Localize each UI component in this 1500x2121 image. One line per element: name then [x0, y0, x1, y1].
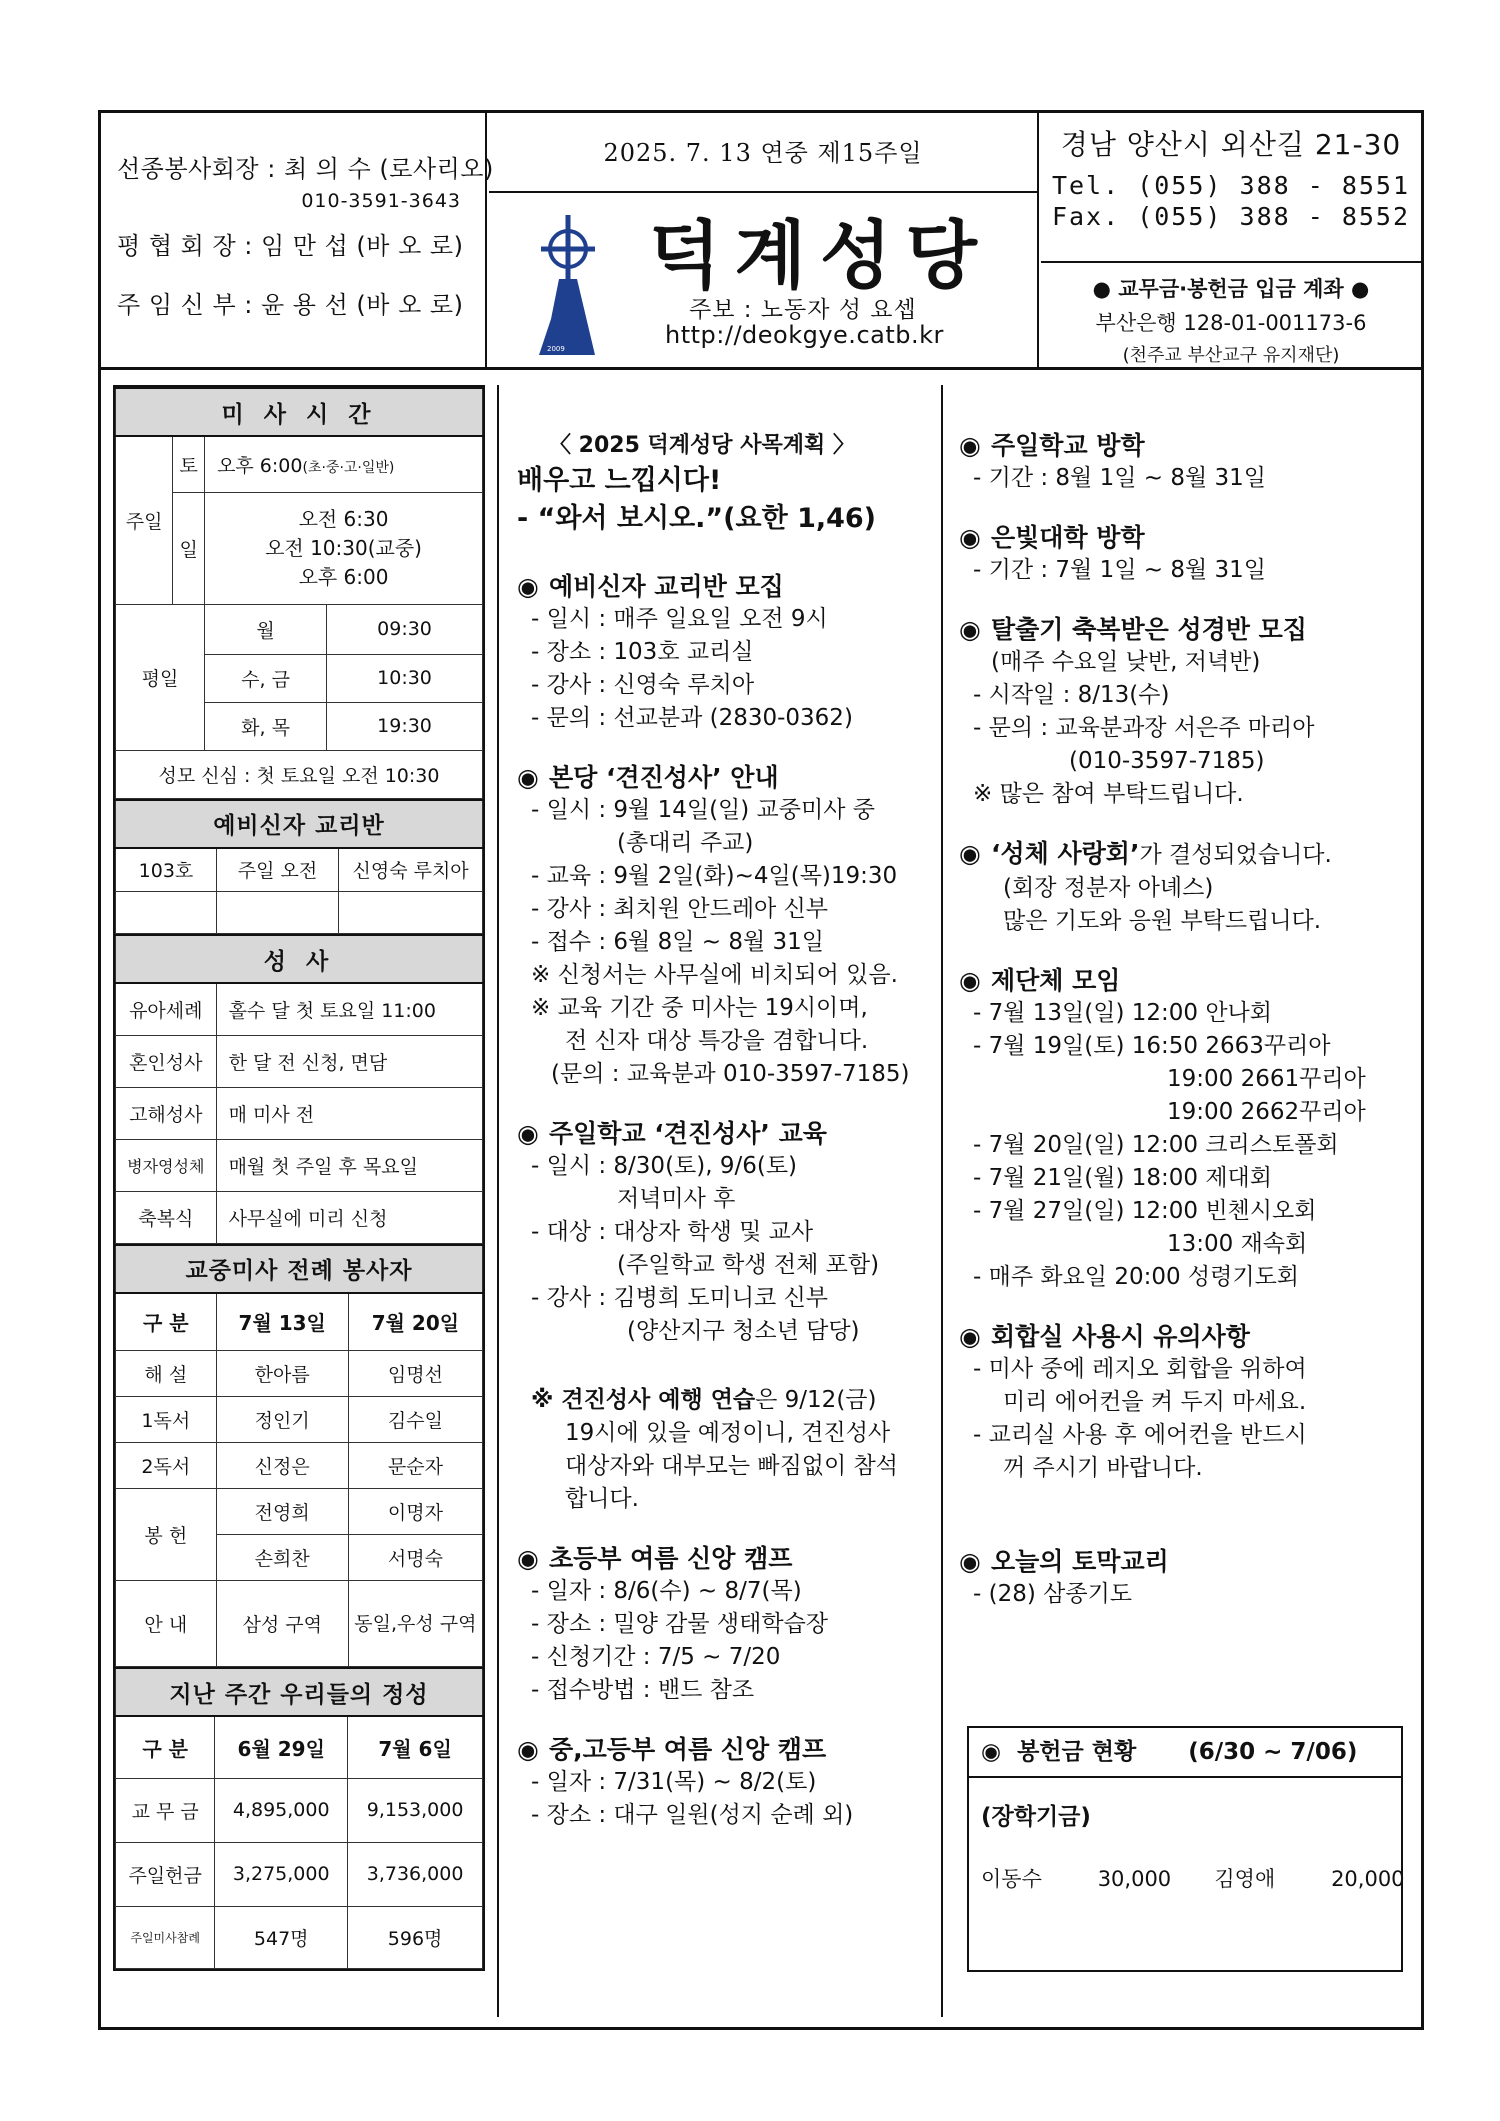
account-title: ● 교무금·봉헌금 입금 계좌 ● — [1092, 277, 1370, 301]
weekday-time: 19:30 — [327, 702, 483, 750]
server-name: 정인기 — [216, 1397, 348, 1443]
server-name: 삼성 구역 — [216, 1581, 348, 1667]
section-title: ◉ 오늘의 토막교리 — [959, 1547, 1169, 1576]
saturday-mass: 오후 6:00(초·중·고·일반) — [205, 436, 483, 492]
catechumen-room: 103호 — [116, 848, 217, 892]
section-line: - 일시 : 9월 14일(일) 교중미사 중 — [531, 797, 875, 823]
server-name: 전영희 — [216, 1489, 348, 1535]
sacrament-desc: 한 달 전 신청, 면담 — [216, 1035, 482, 1087]
section-line: - 시작일 : 8/13(수) — [973, 682, 1170, 708]
logo-year: 2009 — [547, 345, 565, 353]
contributions-header: 7월 6일 — [348, 1716, 483, 1778]
contribution-value: 596명 — [348, 1906, 483, 1968]
section-line: - 대상 : 대상자 학생 및 교사 — [531, 1219, 814, 1245]
section-line: - 접수방법 : 밴드 참조 — [531, 1677, 755, 1703]
section-line: ※ 많은 참여 부탁드립니다. — [973, 781, 1244, 807]
servers-header: 7월 13일 — [216, 1293, 348, 1351]
section-line: - (28) 삼종기도 — [973, 1581, 1133, 1607]
section-line: 전 신자 대상 특강을 겸합니다. — [565, 1028, 869, 1054]
council-head-phone: 010-3591-3643 — [301, 190, 461, 212]
section-line: (총대리 주교) — [617, 830, 754, 856]
section-line: 미리 에어컨을 켜 두지 마세요. — [1003, 1389, 1307, 1415]
sacrament-name: 혼인성사 — [116, 1035, 217, 1087]
section-title: ◉ 본당 ‘견진성사’ 안내 — [517, 763, 779, 792]
server-role: 봉 헌 — [116, 1489, 217, 1581]
server-name: 동일,우성 구역 — [348, 1581, 482, 1667]
weekday-time: 09:30 — [327, 604, 483, 654]
servers-title: 교중미사 전례 봉사자 — [116, 1245, 483, 1293]
mass-times-title: 미 사 시 간 — [116, 388, 483, 436]
section-line: - 장소 : 대구 일원(성지 순례 외) — [531, 1802, 854, 1828]
patron-saint: 주보 : 노동자 성 요셉 — [689, 297, 917, 323]
contribution-value: 9,153,000 — [348, 1778, 483, 1842]
section-title: ◉ 초등부 여름 신앙 캠프 — [517, 1544, 793, 1573]
address: 경남 양산시 외산길 21-30 — [1060, 128, 1402, 161]
donor-amount: 20,000 — [1331, 1867, 1405, 1891]
bulletin-header — [101, 113, 1421, 370]
bullet-icon: ◉ — [959, 966, 981, 995]
section-line: - 강사 : 최치원 안드레아 신부 — [531, 896, 829, 922]
section-line: - 7월 21일(월) 18:00 제대회 — [973, 1165, 1272, 1191]
section-line: - 장소 : 103호 교리실 — [531, 639, 754, 665]
pastor: 주 임 신 부 : 윤 용 선 (바 오 로) — [117, 291, 464, 319]
section-title: ◉ 탈출기 축복받은 성경반 모집 — [959, 615, 1307, 644]
section-line: - 미사 중에 레지오 회합을 위하여 — [973, 1356, 1307, 1382]
section-line: (매주 수요일 낮반, 저녁반) — [991, 649, 1261, 675]
section-line: 저녁미사 후 — [617, 1186, 736, 1212]
server-name: 손희찬 — [216, 1535, 348, 1581]
contributions-header: 6월 29일 — [215, 1716, 348, 1778]
server-name: 한아름 — [216, 1351, 348, 1397]
fax: Fax. (055) 388 - 8552 — [1051, 202, 1411, 231]
section-line: (주일학교 학생 전체 포함) — [617, 1252, 880, 1278]
column-divider — [497, 385, 499, 2017]
section-title: ◉ 회합실 사용시 유의사항 — [959, 1322, 1250, 1351]
bullet-icon: ◉ — [959, 431, 981, 460]
sunday-day-label: 일 — [173, 492, 205, 604]
donor-amount: 30,000 — [1097, 1867, 1172, 1891]
server-name: 문순자 — [348, 1443, 482, 1489]
bullet-icon: ◉ — [959, 1547, 981, 1576]
donation-fund: (장학기금) — [981, 1804, 1091, 1830]
bullet-icon: ◉ — [959, 523, 981, 552]
section-line: - 7월 19일(토) 16:50 2663꾸리아 — [973, 1033, 1331, 1059]
donor-name: 이동수 — [981, 1867, 1042, 1891]
bullet-icon: ◉ — [517, 1119, 539, 1148]
section-line: (양산지구 청소년 담당) — [627, 1318, 860, 1344]
section-line: 합니다. — [565, 1486, 639, 1512]
section-title: ◉ ‘성체 사랑회’가 결성되었습니다. — [959, 839, 1332, 868]
contribution-value: 4,895,000 — [215, 1778, 348, 1842]
section-line: 19:00 2662꾸리아 — [1167, 1099, 1366, 1125]
server-name: 서명숙 — [348, 1535, 482, 1581]
section-line: - 문의 : 교육분과장 서은주 마리아 — [973, 715, 1315, 741]
section-line: - 7월 20일(일) 12:00 크리스토폴회 — [973, 1132, 1339, 1158]
section-line: 많은 기도와 응원 부탁드립니다. — [1003, 908, 1322, 934]
section-line: 13:00 재속회 — [1167, 1231, 1308, 1257]
pastoral-plan-line: 배우고 느낍시다! — [517, 465, 722, 496]
section-line: - 7월 13일(일) 12:00 안나회 — [973, 1000, 1272, 1026]
server-name: 김수일 — [348, 1397, 482, 1443]
catechumen-title: 예비신자 교리반 — [116, 800, 483, 848]
section-line: - 장소 : 밀양 감물 생태학습장 — [531, 1611, 829, 1637]
section-line: - 7월 27일(일) 12:00 빈첸시오회 — [973, 1198, 1317, 1224]
section-line: - 기간 : 8월 1일 ~ 8월 31일 — [973, 465, 1266, 491]
pastoral-plan-line: - “와서 보시오.”(요한 1,46) — [517, 503, 877, 534]
account-number: 부산은행 128-01-001173-6 — [1095, 311, 1367, 335]
contribution-name: 주일미사참례 — [116, 1906, 215, 1968]
section-title: ◉ 주일학교 방학 — [959, 431, 1145, 460]
weekday-time: 10:30 — [327, 654, 483, 702]
server-role: 1독서 — [116, 1397, 217, 1443]
telephone: Tel. (055) 388 - 8551 — [1051, 171, 1411, 200]
section-line: - 일자 : 7/31(목) ~ 8/2(토) — [531, 1769, 817, 1795]
bullet-icon: ◉ — [959, 839, 981, 868]
bullet-icon: ◉ — [981, 1739, 1002, 1765]
catechumen-teacher: 신영숙 루치아 — [339, 848, 483, 892]
section-title: ◉ 주일학교 ‘견진성사’ 교육 — [517, 1119, 827, 1148]
section-line: ※ 교육 기간 중 미사는 19시이며, — [531, 995, 868, 1021]
sacrament-name: 고해성사 — [116, 1087, 217, 1139]
column-divider — [941, 385, 943, 2017]
church-name: 덕계성당 — [649, 213, 991, 299]
section-line: - 교리실 사용 후 에어컨을 반드시 — [973, 1422, 1307, 1448]
section-line: - 일시 : 매주 일요일 오전 9시 — [531, 606, 828, 632]
sacrament-name: 축복식 — [116, 1191, 217, 1243]
bulletin-date: 2025. 7. 13 연중 제15주일 — [489, 113, 1037, 193]
section-line: (010-3597-7185) — [1069, 748, 1265, 774]
section-title: ◉ 은빛대학 방학 — [959, 523, 1145, 552]
saturday-label: 토 — [173, 436, 205, 492]
account-owner: (천주교 부산교구 유지재단) — [1122, 345, 1340, 366]
donation-title: ◉ 봉헌금 현황 (6/30 ~ 7/06) — [969, 1728, 1401, 1778]
section-line: - 일자 : 8/6(수) ~ 8/7(목) — [531, 1578, 802, 1604]
sacraments-title: 성 사 — [116, 935, 483, 983]
middle-column — [517, 429, 937, 1832]
bullet-icon: ◉ — [959, 1322, 981, 1351]
council-head: 선종봉사회장 : 최 의 수 (로사리오) — [117, 155, 494, 183]
contribution-name: 주일헌금 — [116, 1842, 215, 1906]
donor-list — [969, 1831, 1405, 1893]
pastoral-plan-title: 〈 2025 덕계성당 사목계획 〉 — [549, 433, 855, 458]
church-logo-icon — [537, 209, 599, 357]
servers-header: 구 분 — [116, 1293, 217, 1351]
server-role: 안 내 — [116, 1581, 217, 1667]
section-title: ◉ 중,고등부 여름 신앙 캠프 — [517, 1735, 827, 1764]
section-line: 19시에 있을 예정이니, 견진성사 — [565, 1420, 891, 1446]
section-line: 대상자와 대부모는 빠짐없이 참석 — [565, 1453, 898, 1479]
title-block — [489, 113, 1039, 367]
weekday-day: 화, 목 — [205, 702, 327, 750]
section-line: - 문의 : 선교분과 (2830-0362) — [531, 705, 853, 731]
bullet-icon: ◉ — [517, 572, 539, 601]
server-role: 해 설 — [116, 1351, 217, 1397]
right-column — [959, 429, 1419, 1611]
marian-devotion-note: 성모 신심 : 첫 토요일 오전 10:30 — [116, 750, 483, 798]
bullet-icon: ◉ — [517, 763, 539, 792]
server-name: 임명선 — [348, 1351, 482, 1397]
section-line: - 강사 : 김병희 도미니코 신부 — [531, 1285, 829, 1311]
section-line: - 교육 : 9월 2일(화)~4일(목)19:30 — [531, 863, 898, 889]
section-line: - 신청기간 : 7/5 ~ 7/20 — [531, 1644, 781, 1670]
section-line: (문의 : 교육분과 010-3597-7185) — [551, 1061, 910, 1087]
bulletin-page — [98, 110, 1424, 2030]
contribution-value: 547명 — [215, 1906, 348, 1968]
sacrament-name: 유아세례 — [116, 983, 217, 1035]
weekday-day: 수, 금 — [205, 654, 327, 702]
section-line: - 매주 화요일 20:00 성령기도회 — [973, 1264, 1300, 1290]
section-line: - 강사 : 신영숙 루치아 — [531, 672, 755, 698]
weekday-day: 월 — [205, 604, 327, 654]
catechumen-time: 주일 오전 — [216, 848, 338, 892]
bullet-icon: ◉ — [517, 1544, 539, 1573]
sacrament-name: 병자영성체 — [116, 1139, 217, 1191]
sunday-label: 주일 — [116, 436, 173, 604]
server-name: 신정은 — [216, 1443, 348, 1489]
contributions-header: 구 분 — [116, 1716, 215, 1778]
section-line: 19:00 2661꾸리아 — [1167, 1066, 1366, 1092]
contribution-name: 교 무 금 — [116, 1778, 215, 1842]
contact-block — [1041, 113, 1421, 367]
donation-box — [967, 1726, 1403, 1972]
bullet-icon: ◉ — [517, 1735, 539, 1764]
sacrament-desc: 매 미사 전 — [216, 1087, 482, 1139]
servers-header: 7월 20일 — [348, 1293, 482, 1351]
weekday-label: 평일 — [116, 604, 205, 750]
section-line: - 기간 : 7월 1일 ~ 8월 31일 — [973, 557, 1266, 583]
server-role: 2독서 — [116, 1443, 217, 1489]
info-tables — [113, 385, 485, 1971]
sacrament-desc: 매월 첫 주일 후 목요일 — [216, 1139, 482, 1191]
contributions-title: 지난 주간 우리들의 정성 — [116, 1668, 483, 1716]
staff-info — [101, 113, 494, 367]
sacrament-desc: 사무실에 미리 신청 — [216, 1191, 482, 1243]
rehearsal-note: ※ 견진성사 예행 연습은 9/12(금) — [531, 1387, 877, 1413]
section-line: ※ 신청서는 사무실에 비치되어 있음. — [531, 962, 898, 988]
section-line: - 일시 : 8/30(토), 9/6(토) — [531, 1153, 798, 1179]
contribution-value: 3,275,000 — [215, 1842, 348, 1906]
sacrament-desc: 홀수 달 첫 토요일 11:00 — [216, 983, 482, 1035]
section-line: 꺼 주시기 바랍니다. — [1003, 1455, 1203, 1481]
section-line: - 접수 : 6월 8일 ~ 8월 31일 — [531, 929, 824, 955]
website-url[interactable]: http://deokgye.catb.kr — [665, 321, 944, 349]
donor-name: 김영애 — [1214, 1867, 1276, 1891]
bullet-icon: ◉ — [959, 615, 981, 644]
section-title: ◉ 예비신자 교리반 모집 — [517, 572, 784, 601]
section-title: ◉ 제단체 모임 — [959, 966, 1121, 995]
section-line: (회장 정분자 아녜스) — [1003, 875, 1214, 901]
contribution-value: 3,736,000 — [348, 1842, 483, 1906]
server-name: 이명자 — [348, 1489, 482, 1535]
parish-council-president: 평 협 회 장 : 임 만 섭 (바 오 로) — [117, 232, 464, 260]
sunday-masses: 오전 6:30 오전 10:30(교중) 오후 6:00 — [205, 492, 483, 604]
